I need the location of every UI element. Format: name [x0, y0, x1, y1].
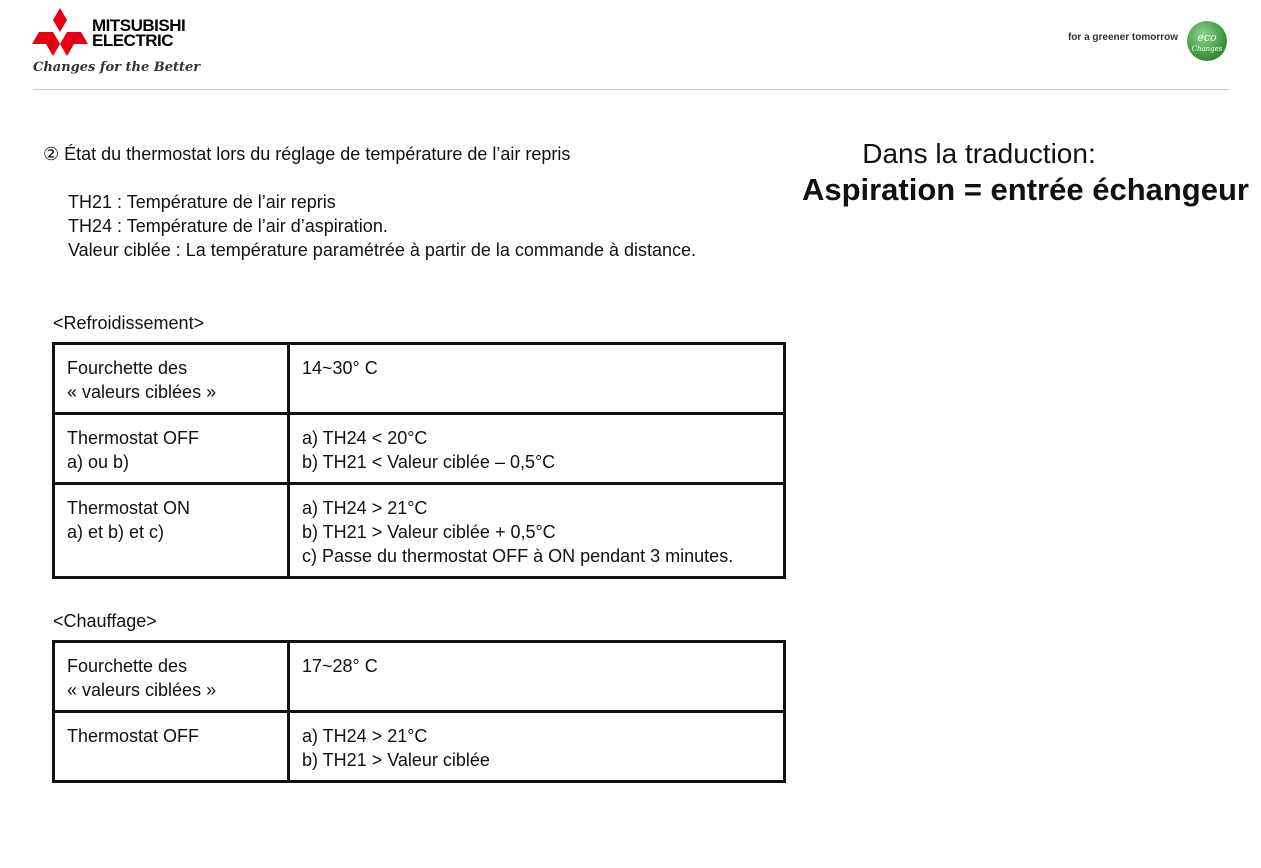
heating-table	[52, 640, 786, 783]
definition-th21: TH21 : Température de l’air repris	[68, 192, 336, 212]
eco-changes-icon	[1186, 20, 1228, 62]
row-value: 17~28° C	[289, 642, 785, 712]
cooling-caption: <Refroidissement>	[53, 313, 205, 333]
definition-target-value: Valeur ciblée : La température paramétrée à partir de la commande à distance.	[68, 240, 697, 260]
row-label: Thermostat ON a) et b) et c)	[54, 484, 289, 578]
translation-note	[689, 138, 1249, 208]
section-title: ② État du thermostat lors du réglage de température de l’air repris	[43, 144, 571, 164]
row-label: Fourchette des « valeurs ciblées »	[54, 344, 289, 414]
note-line1: Dans la traduction:	[862, 138, 1096, 169]
table-row	[54, 484, 785, 578]
table-row	[54, 712, 785, 782]
table-row	[54, 414, 785, 484]
row-value: a) TH24 > 21°C b) TH21 > Valeur ciblée + 0,5°C c) Passe du thermostat OFF à ON pendant 3 minutes.	[289, 484, 785, 578]
table-row	[54, 344, 785, 414]
brand-name	[92, 18, 185, 48]
note-line2: Aspiration = entrée échangeur	[801, 172, 1249, 207]
three-diamonds-icon	[32, 8, 88, 56]
row-label: Thermostat OFF	[54, 712, 289, 782]
brand-line2: ELECTRIC	[92, 31, 173, 50]
table-row	[54, 642, 785, 712]
row-value: a) TH24 > 21°C b) TH21 > Valeur ciblée	[289, 712, 785, 782]
brand-line1: MITSUBISHI	[92, 16, 186, 35]
eco-badge-bottom: Changes	[1191, 45, 1223, 53]
heating-caption: <Chauffage>	[53, 611, 157, 631]
cooling-table	[52, 342, 786, 579]
row-label: Thermostat OFF a) ou b)	[54, 414, 289, 484]
row-value: a) TH24 < 20°C b) TH21 < Valeur ciblée – 0,5°C	[289, 414, 785, 484]
definition-th24: TH24 : Température de l’air d’aspiration.	[68, 216, 388, 236]
eco-badge-top: eco	[1197, 31, 1217, 44]
row-value: 14~30° C	[289, 344, 785, 414]
mitsubishi-logo	[28, 8, 203, 78]
header-divider	[33, 89, 1229, 90]
eco-slogan: for a greener tomorrow	[1067, 32, 1178, 43]
definitions-list	[68, 190, 696, 262]
row-label: Fourchette des « valeurs ciblées »	[54, 642, 289, 712]
brand-tagline: Changes for the Better	[33, 60, 201, 75]
